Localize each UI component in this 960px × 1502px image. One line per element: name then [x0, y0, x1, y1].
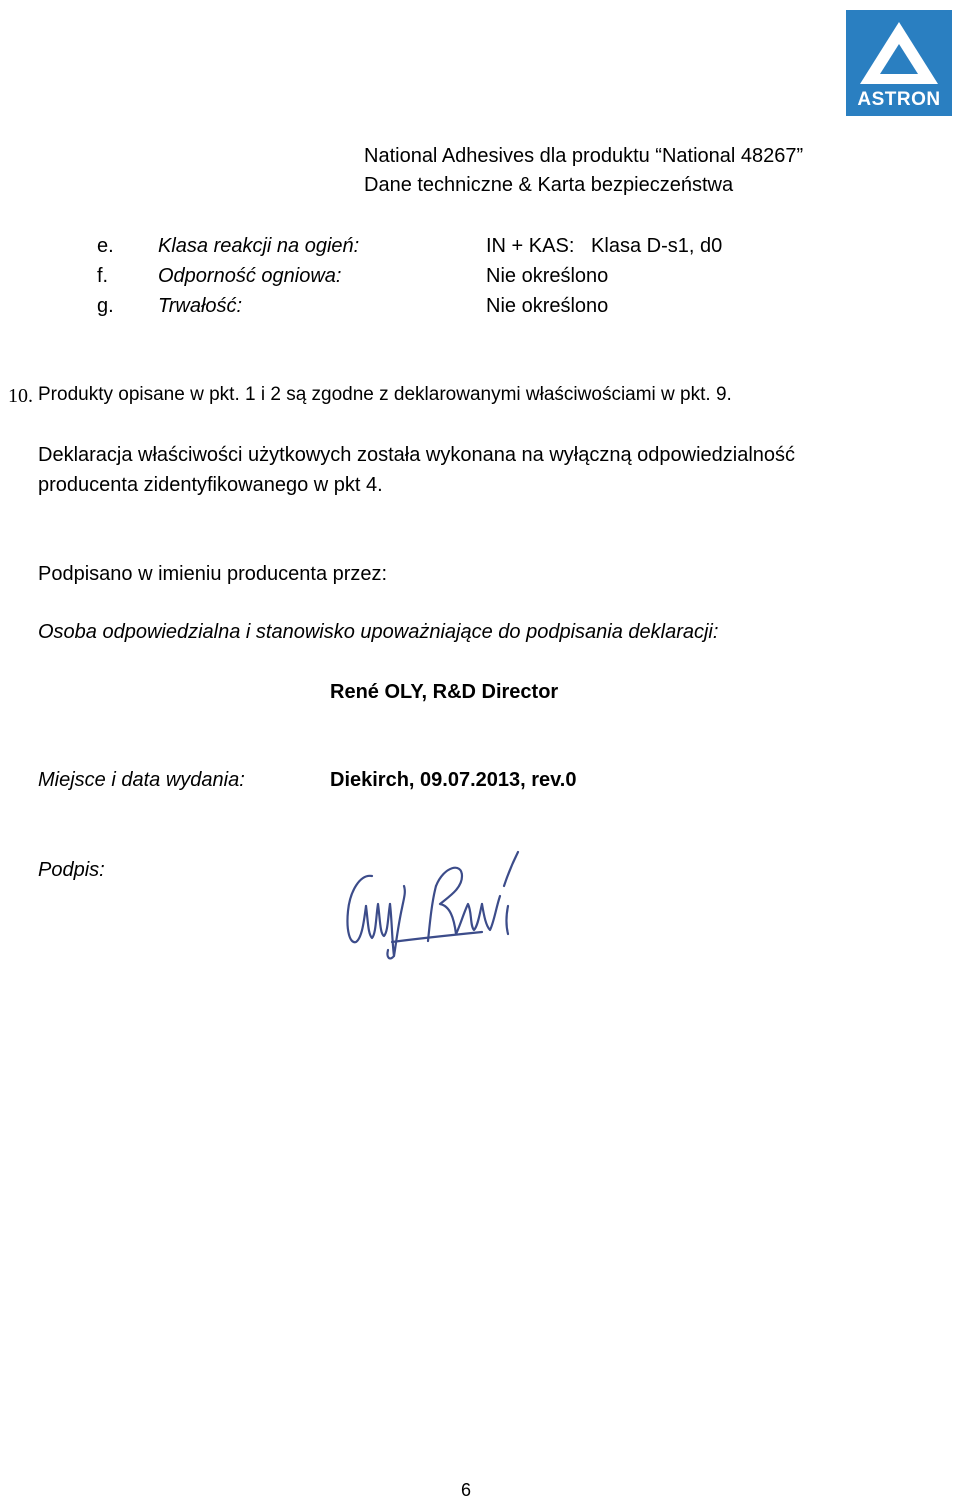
place-date-label: Miejsce i data wydania: [38, 769, 245, 791]
item-value: Nie określono [486, 295, 609, 317]
page-number: 6 [461, 1480, 472, 1500]
item-letter: e. [97, 235, 114, 257]
place-date-value: Diekirch, 09.07.2013, rev.0 [330, 769, 577, 791]
section-10-text: Produkty opisane w pkt. 1 i 2 są zgodne z deklarowanymi właściwościami w pkt. 9. [38, 384, 732, 405]
astron-logo [846, 10, 952, 116]
logo-text: ASTRON [857, 89, 941, 110]
declaration-line1: Deklaracja właściwości użytkowych została wykonana na wyłączną odpowiedzialność [38, 444, 796, 466]
doc-title-line2: Dane techniczne & Karta bezpieczeństwa [364, 174, 734, 196]
item-letter: g. [97, 295, 114, 317]
handwritten-signature [332, 846, 532, 971]
responsible-person: René OLY, R&D Director [330, 681, 559, 703]
declaration-line2: producenta zidentyfikowanego w pkt 4. [38, 474, 383, 496]
section-number: 10. [8, 385, 33, 407]
doc-title-line1: National Adhesives dla produktu “National 48267” [364, 145, 804, 167]
signature-label: Podpis: [38, 859, 105, 881]
item-label: Klasa reakcji na ogień: [158, 235, 360, 257]
item-label: Trwałość: [158, 295, 243, 317]
item-value: IN + KAS: Klasa D-s1, d0 [486, 235, 723, 257]
declaration-paragraph [38, 440, 918, 500]
item-letter: f. [97, 265, 109, 287]
item-value: Nie określono [486, 265, 609, 287]
item-label: Odporność ogniowa: [158, 265, 342, 287]
signed-on-behalf: Podpisano w imieniu producenta przez: [38, 563, 388, 585]
responsible-person-label: Osoba odpowiedzialna i stanowisko upoważniające do podpisania deklaracji: [38, 621, 719, 643]
